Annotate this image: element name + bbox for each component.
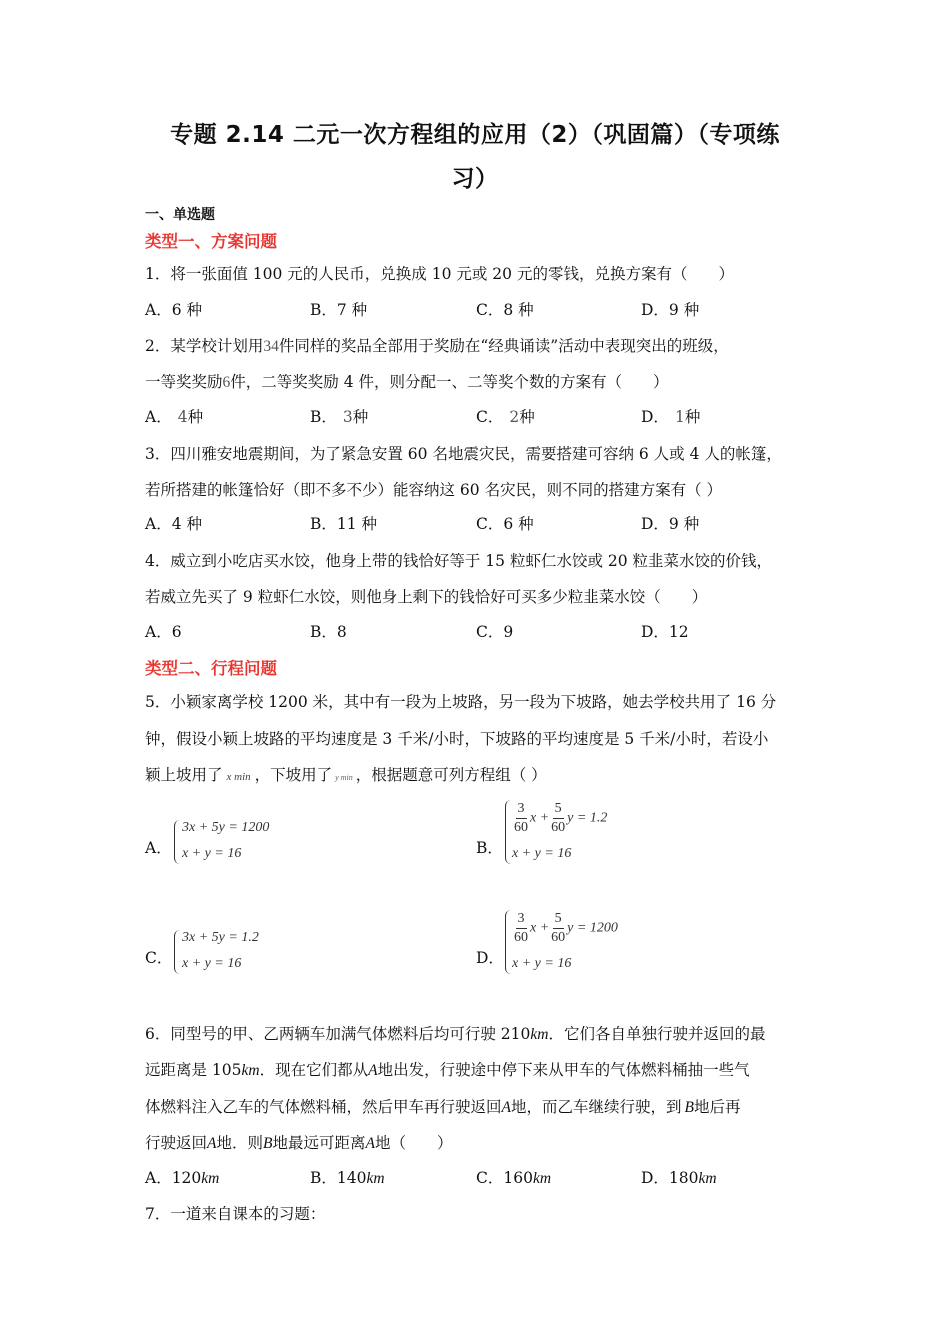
q6-km-2: km [241, 1062, 260, 1079]
q5-line2: 钟，假设小颖上坡路的平均速度是 3 千米/小时，下坡路的平均速度是 5 千米/小时，若设小 [145, 730, 769, 748]
q5-option-b-frac2-den: 60 [551, 820, 566, 835]
q5-option-d-frac2-den: 60 [551, 930, 566, 945]
q5-option-a-label: A． [145, 839, 172, 857]
q6-option-a-label: A．120 [145, 1169, 202, 1187]
q5-option-b-frac2-num: 5 [553, 800, 564, 819]
q2-option-c [476, 405, 535, 427]
q6-line2 [145, 1058, 750, 1080]
q5-line3-b: ，下坡用了 [254, 766, 333, 784]
q6-point-a-4: A [365, 1135, 375, 1152]
q6-point-b-2: B [263, 1135, 273, 1152]
q2-option-b-unit: 种 [352, 408, 369, 426]
page-title-line2: 习） [451, 166, 499, 192]
q5-option-a-brace [174, 820, 181, 864]
q5-y-min: y min [335, 773, 353, 782]
q6-line1 [145, 1022, 765, 1044]
q6-km-1: km [530, 1026, 549, 1043]
q6-option-a [145, 1166, 219, 1188]
q1-option-b: B．7 种 [310, 301, 368, 319]
q2-option-b-label: B． [310, 408, 337, 426]
q6-option-b [310, 1166, 385, 1188]
q5-option-d-eq1 [512, 910, 618, 947]
q2-option-a-label: A． [145, 408, 172, 426]
q1-option-a: A．6 种 [145, 301, 202, 319]
q4-line2: 若威立先买了 9 粒虾仁水饺，则他身上剩下的钱恰好可买多少粒韭菜水饺（ ） [145, 588, 708, 606]
q2-option-a-unit: 种 [187, 408, 204, 426]
q2-line2-a: 一等奖奖励 [145, 373, 223, 391]
q2-option-a [145, 405, 203, 427]
q3-line1: 3．四川雅安地震期间，为了紧急安置 60 名地震灾民，需要搭建可容纳 6 人或 4 人的帐篷， [145, 445, 782, 463]
q6-line3-a: 体燃料注入乙车的气体燃料桶，然后甲车再行驶返回 [145, 1098, 502, 1116]
type1-heading: 类型一、方案问题 [145, 232, 277, 251]
q4-option-d: D．12 [641, 623, 689, 641]
q5-option-d-mid: x + [530, 920, 550, 936]
q6-line3-b: 地，而乙车继续行驶，到 [510, 1098, 682, 1116]
page-title-line1: 专题 2.14 二元一次方程组的应用（2）（巩固篇）（专项练 [170, 122, 780, 148]
q6-option-d-unit: km [698, 1170, 717, 1187]
q4-option-a: A．6 [145, 623, 182, 641]
q1-option-d: D．9 种 [641, 301, 700, 319]
q5-option-b-label: B． [476, 839, 503, 857]
q5-line3 [145, 763, 547, 785]
q6-line3 [145, 1095, 740, 1117]
q6-line3-c: 地后再 [693, 1098, 741, 1116]
q6-point-a-1: A [368, 1062, 378, 1079]
q6-point-a-2: A [501, 1099, 511, 1116]
q5-option-d-rhs: y = 1200 [567, 920, 618, 936]
q6-option-b-unit: km [366, 1170, 385, 1187]
q5-option-b-brace [505, 800, 512, 864]
q6-line2-b: ．现在它们都从 [259, 1061, 369, 1079]
q5-option-b-frac1-den: 60 [514, 820, 528, 835]
q3-option-c: C．6 种 [476, 515, 534, 533]
q6-line1-b: ．它们各自单独行驶并返回的最 [548, 1025, 766, 1043]
q2-option-c-num: 2 [509, 408, 520, 426]
q4-option-b: B．8 [310, 623, 347, 641]
q6-line4 [145, 1131, 452, 1153]
q4-line1: 4．威立到小吃店买水饺，他身上带的钱恰好等于 15 粒虾仁水饺或 20 粒韭菜水饺的价钱， [145, 552, 773, 570]
q1-text: 1．将一张面值 100 元的人民币，兑换成 10 元或 20 元的零钱，兑换方案有（ ） [145, 265, 734, 283]
q5-option-c-brace [174, 930, 181, 974]
q2-line1 [145, 334, 729, 356]
type2-heading: 类型二、行程问题 [145, 659, 277, 678]
q6-option-d-label: D．180 [641, 1169, 699, 1187]
q3-option-b: B．11 种 [310, 515, 378, 533]
q5-option-c-label: C． [145, 949, 173, 967]
q6-line4-c: 地最远可距离 [272, 1134, 366, 1152]
q5-option-b-mid: x + [530, 810, 550, 826]
q2-option-a-num: 4 [177, 408, 188, 426]
q5-option-a-eq1: 3x + 5y = 1200 [182, 820, 270, 835]
q5-option-d-frac2-num: 5 [553, 910, 564, 929]
q5-line3-c: ，根据题意可列方程组（ ） [355, 766, 547, 784]
q5-option-c-eq2: x + y = 16 [182, 956, 242, 971]
q5-option-d-frac1-den: 60 [514, 930, 528, 945]
q5-x-min: x min [226, 771, 251, 783]
q3-line2: 若所搭建的帐篷恰好（即不多不少）能容纳这 60 名灾民，则不同的搭建方案有（ ） [145, 481, 723, 499]
q2-option-d-unit: 种 [684, 408, 701, 426]
q6-option-b-label: B．140 [310, 1169, 367, 1187]
q2-option-d-label: D． [641, 408, 669, 426]
q6-line4-d: 地（ ） [374, 1134, 453, 1152]
q2-line2-b: 件，二等奖奖励 4 件，则分配一、二等奖个数的方案有（ ） [230, 373, 669, 391]
q5-option-d-eq2: x + y = 16 [512, 956, 572, 971]
q5-line3-a: 颖上坡用了 [145, 766, 223, 784]
q2-num-6: 6 [222, 374, 231, 391]
q2-option-d [641, 405, 700, 427]
q2-option-c-unit: 种 [519, 408, 535, 426]
q1-option-c: C．8 种 [476, 301, 534, 319]
q5-option-b-eq1 [512, 800, 607, 837]
q5-option-b-frac1-num: 3 [516, 800, 527, 819]
q6-point-a-3: A [207, 1135, 217, 1152]
q2-line2 [145, 370, 668, 392]
q7-text: 7．一道来自课本的习题： [145, 1205, 326, 1223]
q2-option-c-label: C． [476, 408, 504, 426]
q6-option-c-label: C．160 [476, 1169, 533, 1187]
q6-line4-b: 地．则 [216, 1134, 263, 1152]
q6-option-c-unit: km [532, 1170, 552, 1187]
q5-option-d-frac1-num: 3 [516, 910, 527, 929]
q5-option-a-eq2: x + y = 16 [182, 846, 242, 861]
q6-line1-a: 6．同型号的甲、乙两辆车加满气体燃料后均可行驶 210 [145, 1025, 531, 1043]
q3-option-d: D．9 种 [641, 515, 700, 533]
q2-line1-b: 件同样的奖品全部用于奖励在“经典诵读”活动中表现突出的班级， [278, 337, 729, 355]
q6-line2-c: 地出发，行驶途中停下来从甲车的气体燃料桶抽一些气 [377, 1061, 750, 1079]
q5-option-d-brace [505, 910, 512, 974]
q6-line4-a: 行驶返回 [145, 1134, 208, 1152]
q6-option-a-unit: km [201, 1170, 220, 1187]
q5-line1: 5．小颖家离学校 1200 米，其中有一段为上坡路，另一段为下坡路，她去学校共用了 16 分 [145, 693, 777, 711]
q5-option-b-eq2: x + y = 16 [512, 846, 572, 861]
section-heading: 一、单选题 [145, 207, 215, 223]
q2-option-b-num: 3 [342, 408, 353, 426]
q4-option-c: C．9 [476, 623, 514, 641]
q6-option-d [641, 1166, 717, 1188]
q5-option-b-rhs: y = 1.2 [567, 810, 608, 826]
q2-num-34: 34 [263, 338, 279, 355]
q2-option-b [310, 405, 368, 427]
q3-option-a: A．4 种 [145, 515, 202, 533]
q5-option-c-eq1: 3x + 5y = 1.2 [182, 930, 259, 945]
q2-option-d-num: 1 [674, 408, 685, 426]
q6-point-b-1: B [684, 1099, 694, 1116]
q2-line1-a: 2．某学校计划用 [145, 337, 264, 355]
q6-line2-a: 远距离是 105 [145, 1061, 242, 1079]
q5-option-d-label: D． [476, 949, 504, 967]
q6-option-c [476, 1166, 551, 1188]
